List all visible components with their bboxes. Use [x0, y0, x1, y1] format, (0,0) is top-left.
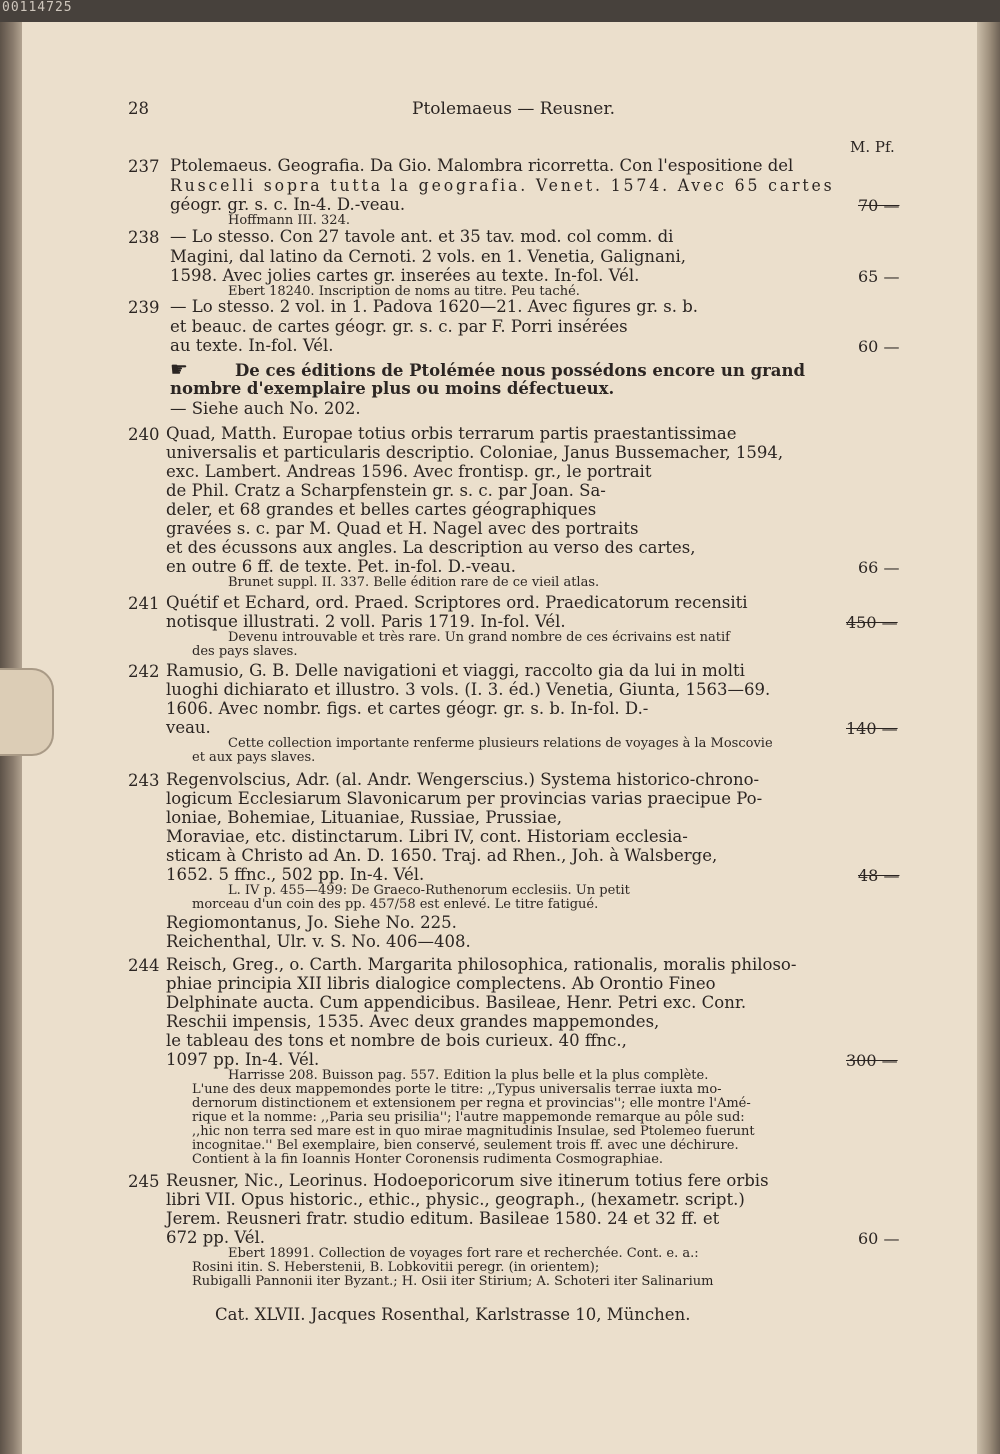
entry-line: luoghi dichiarato et illustro. 3 vols. (I. 3. éd.) Venetia, Giunta, 1563—69. — [166, 680, 771, 699]
scan-strip — [0, 0, 1000, 22]
entry-line: Reschii impensis, 1535. Avec deux grandes mappemondes, — [166, 1012, 660, 1031]
entry-note: morceau d'un coin des pp. 457/58 est enlevé. Le titre fatigué. — [192, 897, 599, 912]
entry-note: ,,hic non terra sed mare est in quo mirae magnitudinis Insulae, sed Ptolemeo fuerunt — [192, 1124, 755, 1139]
entry-line: Reisch, Greg., o. Carth. Margarita philosophica, rationalis, moralis philoso- — [166, 955, 797, 974]
entry-line: Reusner, Nic., Leorinus. Hodoeporicorum sive itinerum totius fere orbis — [166, 1171, 769, 1190]
entry-line: phiae principia XII libris dialogice complectens. Ab Orontio Fineo — [166, 974, 716, 993]
entry-line: loniae, Bohemiae, Lituaniae, Russiae, Prussiae, — [166, 808, 563, 827]
running-title: Ptolemaeus — Reusner. — [412, 99, 616, 119]
entry-number: 239 — [128, 298, 160, 317]
entry-line: libri VII. Opus historic., ethic., physic., geograph., (hexametr. script.) — [166, 1190, 745, 1209]
entry-note: Rosini itin. S. Heberstenii, B. Lobkovitii peregr. (in orientem); — [192, 1260, 600, 1275]
entry-note: Harrisse 208. Buisson pag. 557. Edition la plus belle et la plus complète. — [228, 1068, 709, 1083]
entry-note: L. IV p. 455—499: De Graeco-Ruthenorum ecclesiis. Un petit — [228, 883, 630, 898]
entry-line: Ramusio, G. B. Delle navigationi et viaggi, raccolto gia da lui in molti — [166, 661, 745, 680]
entry-line: 1652. 5 ffnc., 502 pp. In-4. Vél. — [166, 865, 425, 884]
cross-reference: Regiomontanus, Jo. Siehe No. 225. — [166, 913, 457, 932]
entry-line: de Phil. Cratz a Scharpfenstein gr. s. c. par Joan. Sa- — [166, 481, 606, 500]
entry-note: Ebert 18991. Collection de voyages fort rare et recherchée. Cont. e. a.: — [228, 1246, 699, 1261]
entry-line: — Lo stesso. 2 vol. in 1. Padova 1620—21. Avec figures gr. s. b. — [170, 297, 699, 316]
entry-price: 300 — — [846, 1051, 898, 1070]
entry-line: Magini, dal latino da Cernoti. 2 vols. en 1. Venetia, Galignani, — [170, 247, 686, 266]
entry-price: 70 — — [858, 196, 900, 215]
entry-line: au texte. In-fol. Vél. — [170, 336, 334, 355]
entry-note: Rubigalli Pannonii iter Byzant.; H. Osii iter Stirium; A. Schoteri iter Salinarium — [192, 1274, 714, 1289]
entry-number: 243 — [128, 771, 160, 790]
entry-price: 60 — — [858, 337, 900, 356]
entry-note: et aux pays slaves. — [192, 750, 316, 765]
entry-number: 245 — [128, 1172, 160, 1191]
entry-number: 242 — [128, 662, 160, 681]
entry-price: 450 — — [846, 613, 898, 632]
entry-line: deler, et 68 grandes et belles cartes géographiques — [166, 500, 597, 519]
entry-line: et beauc. de cartes géogr. gr. s. c. par F. Porri insérées — [170, 317, 628, 336]
entry-line: Moraviae, etc. distinctarum. Libri IV, cont. Historiam ecclesia- — [166, 827, 688, 846]
cross-reference: Reichenthal, Ulr. v. S. No. 406—408. — [166, 932, 471, 951]
entry-price: 66 — — [858, 558, 900, 577]
entry-number: 241 — [128, 594, 160, 613]
entry-number: 237 — [128, 157, 160, 176]
entry-number: 238 — [128, 228, 160, 247]
entry-price: 48 — — [858, 866, 900, 885]
currency-header: M. Pf. — [850, 138, 895, 156]
see-also: — Siehe auch No. 202. — [170, 399, 361, 418]
entry-line: gravées s. c. par M. Quad et H. Nagel avec des portraits — [166, 519, 639, 538]
entry-line: logicum Ecclesiarum Slavonicarum per provincias varias praecipue Po- — [166, 789, 763, 808]
entry-note: Brunet suppl. II. 337. Belle édition rare de ce vieil atlas. — [228, 575, 600, 590]
entry-price: 65 — — [858, 267, 900, 286]
entry-line: en outre 6 ff. de texte. Pet. in-fol. D.-veau. — [166, 557, 517, 576]
entry-line: exc. Lambert. Andreas 1596. Avec frontisp. gr., le portrait — [166, 462, 652, 481]
entry-number: 244 — [128, 956, 160, 975]
entry-price: 140 — — [846, 719, 898, 738]
page-number: 28 — [128, 99, 149, 118]
entry-line: le tableau des tons et nombre de bois curieux. 40 ffnc., — [166, 1031, 627, 1050]
entry-line: sticam à Christo ad An. D. 1650. Traj. ad Rhen., Joh. à Walsberge, — [166, 846, 718, 865]
entry-line: Regenvolscius, Adr. (al. Andr. Wengerscius.) Systema historico-chrono- — [166, 770, 760, 789]
entry-note: dernorum distinctionem et extensionem per regna et provincias''; elle montre l'Amé- — [192, 1096, 751, 1111]
entry-line: — Lo stesso. Con 27 tavole ant. et 35 tav. mod. col comm. di — [170, 227, 674, 246]
entry-line: Quad, Matth. Europae totius orbis terrarum partis praestantissimae — [166, 424, 737, 443]
entry-line: 672 pp. Vél. — [166, 1228, 266, 1247]
entry-note: Hoffmann III. 324. — [228, 213, 350, 228]
entry-line: 1606. Avec nombr. figs. et cartes géogr. gr. s. b. In-fol. D.- — [166, 699, 649, 718]
entry-line: notisque illustrati. 2 voll. Paris 1719. In-fol. Vél. — [166, 612, 566, 631]
notice-line: De ces éditions de Ptolémée nous possédons encore un grand — [235, 361, 806, 380]
entry-note: Devenu introuvable et très rare. Un grand nombre de ces écrivains est natif — [228, 630, 730, 645]
entry-note: rique et la nomme: ,,Paria seu prisilia''; l'autre mappemonde remarque au pôle sud: — [192, 1110, 745, 1125]
entry-line: universalis et particularis descriptio. Coloniae, Janus Bussemacher, 1594, — [166, 443, 784, 462]
entry-number: 240 — [128, 425, 160, 444]
entry-note: incognitae.'' Bel exemplaire, bien conservé, seulement trois ff. avec une déchirure. — [192, 1138, 739, 1153]
entry-note: des pays slaves. — [192, 644, 298, 659]
entry-line: géogr. gr. s. c. In-4. D.-veau. — [170, 195, 406, 214]
entry-note: L'une des deux mappemondes porte le titre: ,,Typus universalis terrae iuxta mo- — [192, 1082, 722, 1097]
notice-line: nombre d'exemplaire plus ou moins défectueux. — [170, 379, 615, 398]
entry-line: Quétif et Echard, ord. Praed. Scriptores ord. Praedicatorum recensiti — [166, 593, 748, 612]
bookmark-tab — [0, 668, 54, 756]
entry-line: 1598. Avec jolies cartes gr. inserées au texte. In-fol. Vél. — [170, 266, 640, 285]
page-edge — [974, 0, 1000, 1454]
scan-label: 00114725 — [2, 0, 73, 15]
entry-line: veau. — [166, 718, 211, 737]
entry-line: Jerem. Reusneri fratr. studio editum. Basileae 1580. 24 et 32 ff. et — [166, 1209, 720, 1228]
entry-line: Ruscelli sopra tutta la geografia. Venet. 1574. Avec 65 cartes — [170, 176, 835, 195]
entry-line: Delphinate aucta. Cum appendicibus. Basileae, Henr. Petri exc. Conr. — [166, 993, 747, 1012]
entry-price: 60 — — [858, 1229, 900, 1248]
entry-line: Ptolemaeus. Geografia. Da Gio. Malombra ricorretta. Con l'espositione del — [170, 156, 794, 175]
catalog-footer: Cat. XLVII. Jacques Rosenthal, Karlstrasse 10, München. — [215, 1305, 691, 1324]
pointing-hand-icon: ☛ — [170, 357, 188, 381]
entry-line: et des écussons aux angles. La description au verso des cartes, — [166, 538, 696, 557]
entry-note: Ebert 18240. Inscription de noms au titre. Peu taché. — [228, 284, 580, 299]
entry-note: Contient à la fin Ioannis Honter Coronensis rudimenta Cosmographiae. — [192, 1152, 664, 1167]
entry-line: 1097 pp. In-4. Vél. — [166, 1050, 320, 1069]
entry-note: Cette collection importante renferme plusieurs relations de voyages à la Moscovie — [228, 736, 773, 751]
